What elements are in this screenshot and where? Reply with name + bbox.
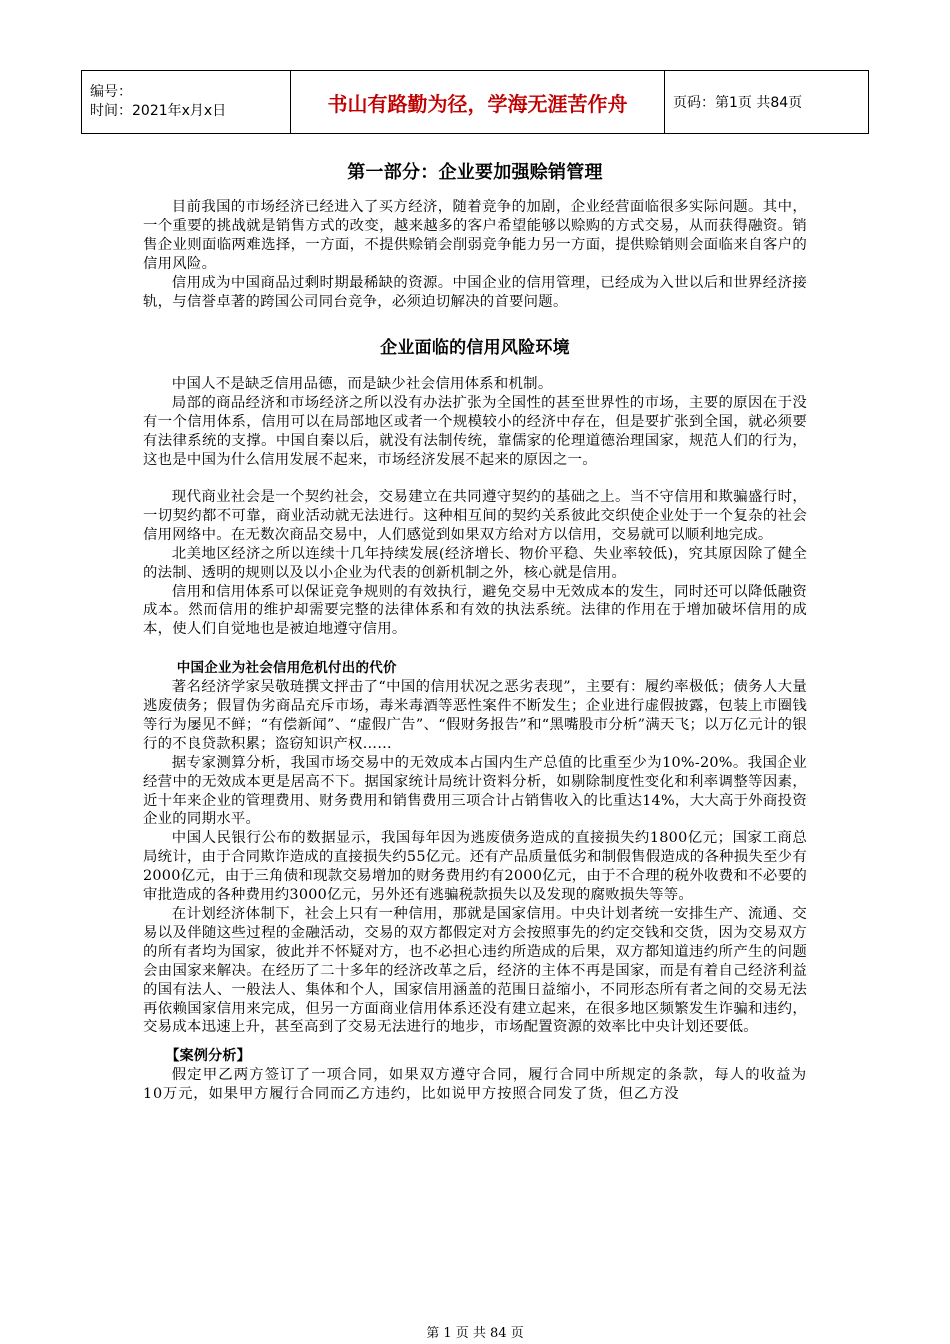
document-number-label: 编号： xyxy=(90,84,132,100)
section-paragraph: 信用和信用体系可以保证竞争规则的有效执行，避免交易中无效成本的发生，同时还可以降低融资成本。然而信用的维护却需要完整的法律体系和有效的执法系统。法律的作用在于增加破坏信用的成本，使人们自觉地也是被迫地遵守信用。 xyxy=(143,583,807,638)
page-footer: 第 1 页 共 84 页 xyxy=(426,1326,524,1341)
document-date-label: 时间：2021年x月x日 xyxy=(90,103,227,119)
cost-heading: 中国企业为社会信用危机付出的代价 xyxy=(176,660,397,677)
section-paragraph: 中国人不是缺乏信用品德，而是缺少社会信用体系和机制。 xyxy=(171,376,553,393)
section-title: 企业面临的信用风险环境 xyxy=(380,338,570,359)
cost-paragraph: 著名经济学家吴敬琏撰文抨击了“中国的信用状况之恶劣表现”，主要有：履约率极低；债务人大量逃废债务；假冒伪劣商品充斥市场，毒米毒酒等恶性案件不断发生；企业进行虚假披露，包装上市圈钱等行为屡见不鲜；“有偿新闻”、“虚假广告”、“假财务报告”和“黑嘴股市分析”满天飞；以万亿元计的银行的不良贷款积累；盗窃知识产权…… xyxy=(143,679,807,752)
section-paragraph: 局部的商品经济和市场经济之所以没有办法扩张为全国性的甚至世界性的市场，主要的原因在于没有一个信用体系，信用可以在局部地区或者一个规模较小的经济中存在，但是要扩张到全国，就必须要有法律系统的支撑。中国自秦以后，就没有法制传统，靠儒家的伦理道德治理国家，规范人们的行为，这也是中国为什么信用发展不起来，市场经济发展不起来的原因之一。 xyxy=(143,395,807,469)
intro-paragraph: 目前我国的市场经济已经进入了买方经济，随着竞争的加剧，企业经营面临很多实际问题。其中，一个重要的挑战就是销售方式的改变，越来越多的客户希望能够以赊购的方式交易，从而获得融资。销售企业则面临两难选择，一方面，不提供赊销会削弱竞争能力另一方面，提供赊销则会面临来自客户的信用风险。 xyxy=(143,199,807,272)
header-motto: 书山有路勤为径，学海无涯苦作舟 xyxy=(291,71,665,134)
document-body xyxy=(143,160,807,1104)
intro-paragraph: 信用成为中国商品过剩时期最稀缺的资源。中国企业的信用管理，已经成为入世以后和世界经济接轨，与信誉卓著的跨国公司同台竞争，必须迫切解决的首要问题。 xyxy=(143,274,807,310)
section-paragraph: 现代商业社会是一个契约社会，交易建立在共同遵守契约的基础之上。当不守信用和欺骗盛行时，一切契约都不可靠，商业活动就无法进行。这种相互间的契约关系彼此交织使企业处于一个复杂的社会信用网络中。在无数次商品交易中，人们感觉到如果双方给对方以信用，交易就可以顺利地完成。 xyxy=(143,488,807,543)
header-table xyxy=(81,70,869,134)
header-meta-cell xyxy=(82,71,291,134)
case-paragraph: 假定甲乙两方签订了一项合同，如果双方遵守合同，履行合同中所规定的条款，每人的收益为10万元，如果甲方履行合同而乙方违约，比如说甲方按照合同发了货，但乙方没 xyxy=(143,1067,807,1103)
section-paragraph: 北美地区经济之所以连续十几年持续发展(经济增长、物价平稳、失业率较低)，究其原因除了健全的法制、透明的规则以及以小企业为代表的创新机制之外，核心就是信用。 xyxy=(143,545,807,581)
cost-paragraph: 据专家测算分析，我国市场交易中的无效成本占国内生产总值的比重至少为10%-20%。我国企业经营中的无效成本更是居高不下。据国家统计局统计资料分析，如剔除制度性变化和利率调整等因素，近十年来企业的管理费用、财务费用和销售费用三项合计占销售收入的比重达14%，大大高于外商投资企业的同期水平。 xyxy=(143,754,807,828)
cost-paragraph: 在计划经济体制下，社会上只有一种信用，那就是国家信用。中央计划者统一安排生产、流通、交易以及伴随这些过程的金融活动，交易的双方都假定对方会按照事先的约定交钱和交货，因为交易双方的所有者均为国家，彼此并不怀疑对方，也不必担心违约所造成的后果，双方都知道违约所产生的问题会由国家来解决。在经历了二十多年的经济改革之后，经济的主体不再是国家，而是有着自己经济利益的国有法人、一般法人、集体和个人，国家信用涵盖的范围日益缩小，不同形态所有者之间的交易无法再依赖国家信用来完成，但另一方面商业信用体系还没有建立起来，在很多地区频繁发生诈骗和违约，交易成本迅速上升，甚至高到了交易无法进行的地步，市场配置资源的效率比中央计划还要低。 xyxy=(143,906,807,1036)
header-page-label: 页码：第1页 共84页 xyxy=(665,71,869,134)
cost-paragraph: 中国人民银行公布的数据显示，我国每年因为逃废债务造成的直接损失约1800亿元；国家工商总局统计，由于合同欺诈造成的直接损失约55亿元。还有产品质量低劣和制假售假造成的各种损失至少有2000亿元，由于三角债和现款交易增加的财务费用约有2000亿元，由于不合理的税外收费和不必要的审批造成的各种费用约3000亿元，另外还有逃骗税款损失以及发现的腐败损失等等。 xyxy=(143,830,807,904)
document-title: 第一部分：企业要加强赊销管理 xyxy=(347,162,603,183)
case-heading: 【案例分析】 xyxy=(165,1048,251,1065)
